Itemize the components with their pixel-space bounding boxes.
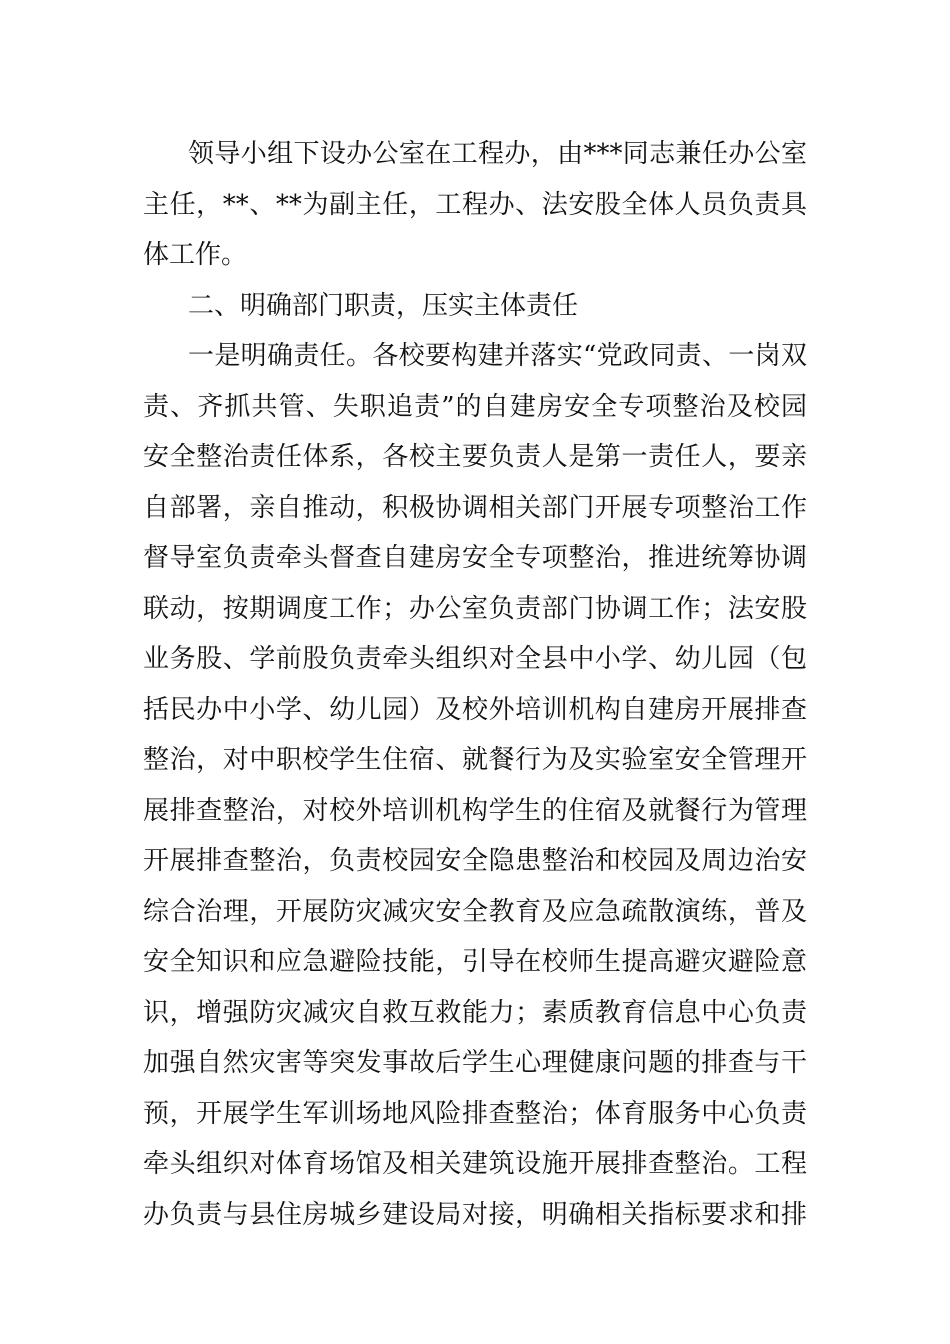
text-line: 安全整治责任体系，各校主要负责人是第一责任人，要亲 [143, 442, 807, 472]
text-line: 开展排查整治，负责校园安全隐患整治和校园及周边治安 [143, 846, 807, 876]
text-line: 综合治理，开展防灾减灾安全教育及应急疏散演练，普及 [143, 896, 807, 927]
text-line: 预，开展学生军训场地风险排查整治；体育服务中心负责 [143, 1098, 807, 1129]
text-line: 联动，按期调度工作；办公室负责部门协调工作；法安股 [143, 593, 807, 624]
text-line: 办负责与县住房城乡建设局对接，明确相关指标要求和排 [143, 1199, 807, 1230]
text-line: 自部署，亲自推动，积极协调相关部门开展专项整治工作 [143, 492, 807, 523]
text-line: 整治，对中职校学生住宿、就餐行为及实验室安全管理开 [143, 745, 807, 775]
text-line: 体工作。 [143, 240, 248, 270]
document-body [143, 129, 807, 1240]
text-line: 安全知识和应急避险技能，引导在校师生提高避灾避险意 [143, 947, 807, 977]
text-line: 括民办中小学、幼儿园）及校外培训机构自建房开展排查 [143, 694, 807, 725]
text-line: 识，增强防灾减灾自救互救能力；素质教育信息中心负责 [143, 997, 807, 1028]
text-line: 主任，**、**为副主任，工程办、法安股全体人员负责具 [143, 189, 807, 220]
text-line: 二、明确部门职责，压实主体责任 [188, 290, 579, 321]
text-line: 业务股、学前股负责牵头组织对全县中小学、幼儿园（包 [143, 644, 807, 674]
text-line: 展排查整治，对校外培训机构学生的住宿及就餐行为管理 [143, 795, 807, 826]
text-line: 领导小组下设办公室在工程办，由***同志兼任办公室 [188, 139, 807, 169]
text-line: 责、齐抓共管、失职追责”的自建房安全专项整治及校园 [143, 391, 807, 422]
text-line: 督导室负责牵头督查自建房安全专项整治，推进统筹协调 [143, 543, 807, 573]
text-line: 牵头组织对体育场馆及相关建筑设施开展排查整治。工程 [143, 1149, 807, 1179]
text-line: 加强自然灾害等突发事故后学生心理健康问题的排查与干 [143, 1048, 807, 1078]
text-line: 一是明确责任。各校要构建并落实“党政同责、一岗双 [188, 341, 807, 371]
